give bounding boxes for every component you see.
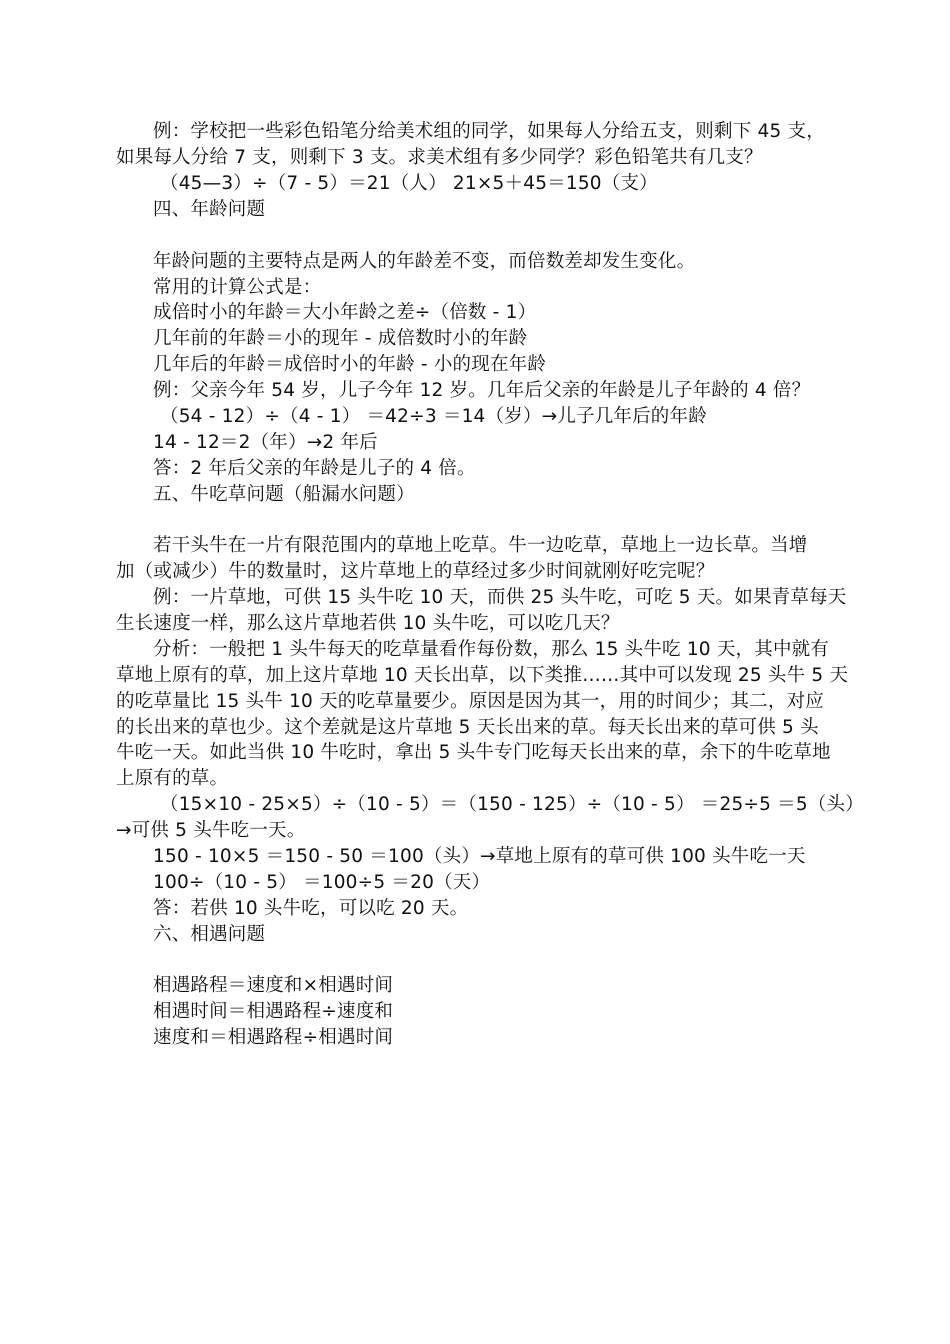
text-line: 上原有的草。 [116,768,229,789]
formula-line: 相遇路程＝速度和×相遇时间 [153,975,394,996]
text-line: 的吃草量比 15 头牛 10 天的吃草量要少。原因是因为其一，用的时间少；其二，对应 [116,691,825,712]
text-line: 的长出来的草也少。这个差就是这片草地 5 天长出来的草。每天长出来的草可供 5 头 [116,717,819,738]
text-line: 牛吃一天。如此当供 10 牛吃时，拿出 5 头牛专门吃每天长出来的草，余下的牛吃草地 [116,742,831,763]
formula-line: 几年后的年龄＝成倍时小的年龄 - 小的现在年龄 [153,354,547,375]
formula-line: （15×10 - 25×5）÷（10 - 5）＝（150 - 125）÷（10 - 5） ＝25÷5 ＝5（头） [160,794,864,815]
answer-line: 答：若供 10 头牛吃，可以吃 20 天。 [153,898,469,919]
text-line: 例：学校把一些彩色铅笔分给美术组的同学，如果每人分给五支，则剩下 45 支， [153,121,825,142]
text-line: 例：一片草地，可供 15 头牛吃 10 天，而供 25 头牛吃，可吃 5 天。如果青草每天 [153,587,847,608]
text-line: 加（或减少）牛的数量时，这片草地上的草经过多少时间就刚好吃完呢？ [116,561,715,582]
text-line: 常用的计算公式是： [153,277,322,298]
text-line: （45—3）÷（7 - 5）＝21（人） 21×5＋45＝150（支） [160,173,658,194]
formula-line: 速度和＝相遇路程÷相遇时间 [153,1027,394,1048]
formula-line: 几年前的年龄＝小的现年 - 成倍数时小的年龄 [153,328,528,349]
section-heading: 六、相遇问题 [153,924,266,945]
formula-line: 相遇时间＝相遇路程÷速度和 [153,1001,394,1022]
text-line: 生长速度一样，那么这片草地若供 10 头牛吃，可以吃几天？ [116,613,620,634]
formula-line: 100÷（10 - 5） ＝100÷5 ＝20（天） [153,872,491,893]
text-line: 年龄问题的主要特点是两人的年龄差不变，而倍数差却发生变化。 [153,251,696,272]
text-line: 若干头牛在一片有限范围内的草地上吃草。牛一边吃草，草地上一边长草。当增 [153,535,808,556]
formula-line: 150 - 10×5 ＝150 - 50 ＝100（头）→草地上原有的草可供 100 头牛吃一天 [153,846,806,867]
formula-line: 14 - 12＝2（年）→2 年后 [153,432,378,453]
formula-line: （54 - 12）÷（4 - 1） ＝42÷3 ＝14（岁）→儿子几年后的年龄 [160,406,707,427]
text-line: 例：父亲今年 54 岁，儿子今年 12 岁。几年后父亲的年龄是儿子年龄的 4 倍？ [153,380,811,401]
text-line: 如果每人分给 7 支，则剩下 3 支。求美术组有多少同学？彩色铅笔共有几支？ [116,147,763,168]
text-line: 分析：一般把 1 头牛每天的吃草量看作每份数，那么 15 头牛吃 10 天，其中就有 [153,639,830,660]
text-line: 草地上原有的草，加上这片草地 10 天长出草，以下类推……其中可以发现 25 头牛 5 天 [116,665,849,686]
section-heading: 五、牛吃草问题（船漏水问题） [153,484,415,505]
formula-line: →可供 5 头牛吃一天。 [116,820,306,841]
section-heading: 四、年龄问题 [153,199,266,220]
formula-line: 成倍时小的年龄＝大小年龄之差÷（倍数 - 1） [153,302,537,323]
answer-line: 答：2 年后父亲的年龄是儿子的 4 倍。 [153,458,476,479]
